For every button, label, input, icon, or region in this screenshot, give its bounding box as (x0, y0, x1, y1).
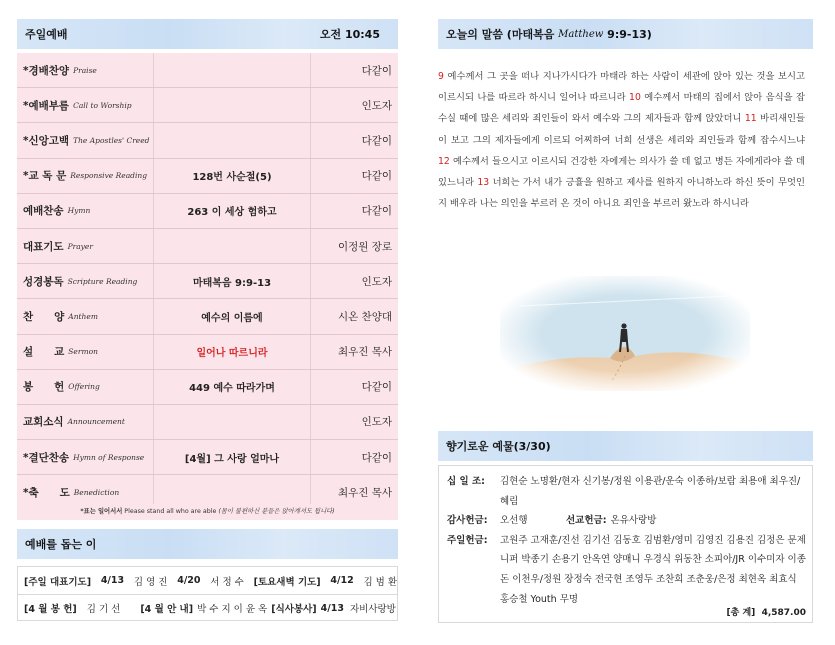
worship-item-en: Prayer (67, 241, 93, 251)
worship-row (17, 123, 398, 158)
worship-item (17, 229, 154, 263)
worship-item-en: Offering (68, 382, 100, 392)
worship-item-detail: 449 예수 따라가며 (154, 370, 311, 404)
total-value: 4,587.00 (761, 608, 806, 618)
prayer-name-1: 김 영 진 (133, 576, 168, 588)
worship-row (17, 405, 398, 440)
mission-label: 선교헌금: (566, 515, 607, 527)
worship-item (17, 299, 154, 333)
verse-text: 바리새인들이 보고 그의 제자들에게 이르되 어찌하여 너희 선생은 세리와 죄인들과 함께 잡수시느냐 (438, 113, 806, 146)
scripture-banner (438, 19, 813, 49)
thanks-row (447, 511, 806, 531)
worship-item (17, 370, 154, 404)
tithe-row (447, 472, 806, 511)
verse-number: 9 (438, 71, 444, 82)
worship-row (17, 194, 398, 229)
offering-duty-name: 김 기 선 (86, 604, 121, 615)
worship-item-kr: 교회소식 (23, 416, 64, 429)
worship-item-leader: 인도자 (361, 416, 392, 429)
worship-item (17, 440, 154, 474)
total-label: [총 계] (726, 608, 756, 618)
worship-item-leader: 다같이 (361, 205, 392, 218)
offering-box (438, 465, 813, 623)
mission-names: 온유사랑방 (610, 515, 657, 527)
worship-row (17, 88, 398, 123)
verse-text: 예수께서 그 곳을 떠나 지나가시다가 마태라 하는 사람이 세관에 앉아 있는 것을 보시고 이르시되 나를 따르라 하시니 일어나 따르니라 (438, 71, 805, 104)
usher-label: [4 월 안 내] (140, 604, 194, 615)
worship-item-en: Scripture Reading (67, 276, 138, 286)
scripture-text (438, 66, 805, 214)
worship-item-en: Anthem (68, 311, 98, 321)
stand-note (17, 504, 398, 520)
tithe-names: 김현순 노명환/현자 신기봉/정원 이용관/운숙 이종하/보람 최용애 최우진/혜림 (500, 476, 801, 507)
worship-banner (17, 19, 398, 49)
worship-item-kr: 성경봉독 (23, 275, 64, 288)
worship-item-en: Praise (73, 65, 97, 75)
worship-item (17, 264, 154, 298)
worship-item-leader: 다같이 (361, 64, 392, 77)
worship-item-detail (154, 405, 311, 439)
helpers-line-1 (18, 567, 397, 594)
worship-item-kr: 대표기도 (23, 240, 64, 253)
worship-item (17, 335, 154, 369)
worship-item-kr: 설 교 (23, 346, 65, 359)
desert-walker-photo (500, 276, 750, 391)
verse-number: 11 (744, 113, 757, 125)
worship-item-leader: 다같이 (361, 381, 392, 394)
worship-item-detail (154, 123, 311, 157)
worship-row (17, 370, 398, 405)
worship-item (17, 405, 154, 439)
worship-item-detail (154, 88, 311, 122)
worship-item-detail: 예수의 이름에 (154, 299, 311, 333)
stand-note-bold: *표는 일어서서 (80, 508, 123, 515)
worship-item (17, 53, 154, 87)
worship-item-kr: *신앙고백 (23, 134, 70, 147)
worship-item (17, 88, 154, 122)
usher-names: 박 수 지 이 윤 옥 (197, 604, 268, 615)
offering-total (727, 605, 806, 618)
worship-row (17, 229, 398, 264)
worship-row (17, 53, 398, 88)
stand-note-en: Please stand all who are able (122, 508, 219, 515)
worship-item-en: Announcement (67, 417, 125, 427)
worship-item-kr: *결단찬송 (23, 451, 70, 464)
worship-item-leader: 다같이 (361, 170, 392, 183)
verse-text: 예수께서 마태의 집에서 앉아 음식을 잡수실 때에 많은 세리와 죄인들이 와서 예수와 그의 제자들과 함께 앉았더니 (438, 92, 805, 125)
worship-item (17, 123, 154, 157)
worship-item-detail (154, 53, 311, 87)
meal-date: 4/13 (320, 602, 344, 614)
verse-number: 12 (438, 155, 450, 167)
verse-number: 10 (629, 92, 641, 104)
sunday-label: 주일헌금: (447, 534, 488, 546)
sunday-row (447, 531, 806, 609)
scripture-title: 오늘의 말씀 (마태복음 (446, 28, 555, 41)
dawn-prayer-date: 4/12 (330, 575, 354, 586)
prayer-label: [주일 대표기도] (24, 576, 92, 588)
tithe-label: 십 일 조: (447, 476, 485, 487)
helpers-banner (17, 529, 398, 559)
thanks-label: 감사헌금: (447, 515, 488, 527)
worship-item-kr: *예배부름 (23, 99, 70, 112)
worship-item-leader: 이정원 장로 (337, 240, 392, 253)
prayer-date-2: 4/20 (177, 575, 201, 586)
verse-text: 너희는 가서 내가 긍휼을 원하고 제사를 원하지 아니하노라 하신 뜻이 무엇인지 배우라 나는 의인을 부르러 온 것이 아니요 죄인을 부르러 왔노라 하시니라 (438, 177, 805, 210)
worship-item-leader: 인도자 (361, 99, 392, 112)
verse-text: 예수께서 들으시고 이르시되 건강한 자에게는 의사가 쓸 데 없고 병든 자에게라야 쓸 데 있느니라 (438, 155, 805, 189)
meal-label: [식사봉사] (271, 604, 317, 615)
worship-row (17, 440, 398, 475)
helpers-line-2 (18, 594, 397, 621)
worship-item-kr: 찬 양 (23, 310, 65, 323)
worship-row (17, 335, 398, 370)
worship-item (17, 159, 154, 193)
worship-item-kr: 봉 헌 (23, 381, 65, 394)
offering-title: 향기로운 예물(3/30) (446, 440, 551, 453)
worship-item-detail: 일어나 따르니라 (154, 335, 311, 369)
worship-item-leader: 최우진 목사 (337, 486, 392, 499)
worship-time: 오전 10:45 (319, 28, 380, 41)
worship-item-kr: *축 도 (23, 486, 70, 499)
worship-item-detail: 128번 사순절(5) (154, 159, 311, 193)
worship-row (17, 299, 398, 334)
worship-row (17, 264, 398, 299)
worship-item-kr: 예배찬송 (23, 205, 64, 218)
helpers-title: 예배를 돕는 이 (25, 538, 97, 551)
worship-item-leader: 인도자 (361, 275, 392, 288)
scripture-title-en: Matthew (558, 28, 604, 40)
thanks-names: 오선행 (500, 515, 528, 527)
worship-title: 주일예배 (25, 28, 68, 41)
sunday-names: 고원주 고재훈/진선 김기선 김동호 김범환/영미 김영진 김용진 김정은 문제니퍼 박종기 손용기 안옥연 양매니 우경식 위동찬 소피아/JR 이수미자 이종돈 이천우/정원 장정숙 전국현 조영두 조찬희 조춘웅/은정 최현옥 최효식 홍승철 Youth 무명 (500, 534, 806, 605)
worship-item-en: Call to Worship (73, 100, 132, 110)
worship-item-leader: 다같이 (361, 134, 392, 147)
worship-item-kr: *교 독 문 (23, 170, 67, 183)
stand-note-italic: (몸이 불편하신 분들은 앉아계셔도 됩니다) (218, 508, 335, 515)
worship-row (17, 159, 398, 194)
meal-name: 자비사랑방 (349, 604, 396, 615)
worship-item-en: The Apostles' Creed (73, 135, 150, 145)
helpers-box (17, 566, 398, 621)
worship-item-leader: 최우진 목사 (337, 346, 392, 359)
worship-item (17, 194, 154, 228)
order-of-worship (17, 53, 398, 510)
worship-item-detail: [4월] 그 사랑 얼마나 (154, 440, 311, 474)
dawn-prayer-label: [토요새벽 기도] (253, 576, 321, 588)
offering-duty-label: [4 월 봉 헌] (24, 604, 77, 615)
worship-item-detail: 마태복음 9:9-13 (154, 264, 311, 298)
worship-item-en: Hymn (67, 206, 91, 216)
scripture-title-ref: 9:9-13) (607, 27, 652, 41)
worship-item-kr: *경배찬양 (23, 64, 70, 77)
verse-number: 13 (477, 177, 490, 189)
dawn-prayer-name: 김 범 환 (363, 576, 398, 588)
prayer-name-2: 서 정 수 (210, 576, 244, 588)
desert-illustration (500, 276, 750, 391)
worship-item-en: Benediction (73, 487, 120, 497)
worship-item-en: Sermon (68, 347, 98, 357)
worship-item-leader: 시온 찬양대 (337, 310, 392, 323)
worship-item-en: Hymn of Response (73, 452, 145, 462)
offering-banner (438, 431, 813, 461)
worship-item-detail (154, 229, 311, 263)
worship-item-en: Responsive Reading (70, 171, 148, 181)
prayer-date-1: 4/13 (100, 575, 125, 586)
worship-item-leader: 다같이 (361, 451, 392, 464)
worship-item-detail: 263 이 세상 험하고 (154, 194, 311, 228)
